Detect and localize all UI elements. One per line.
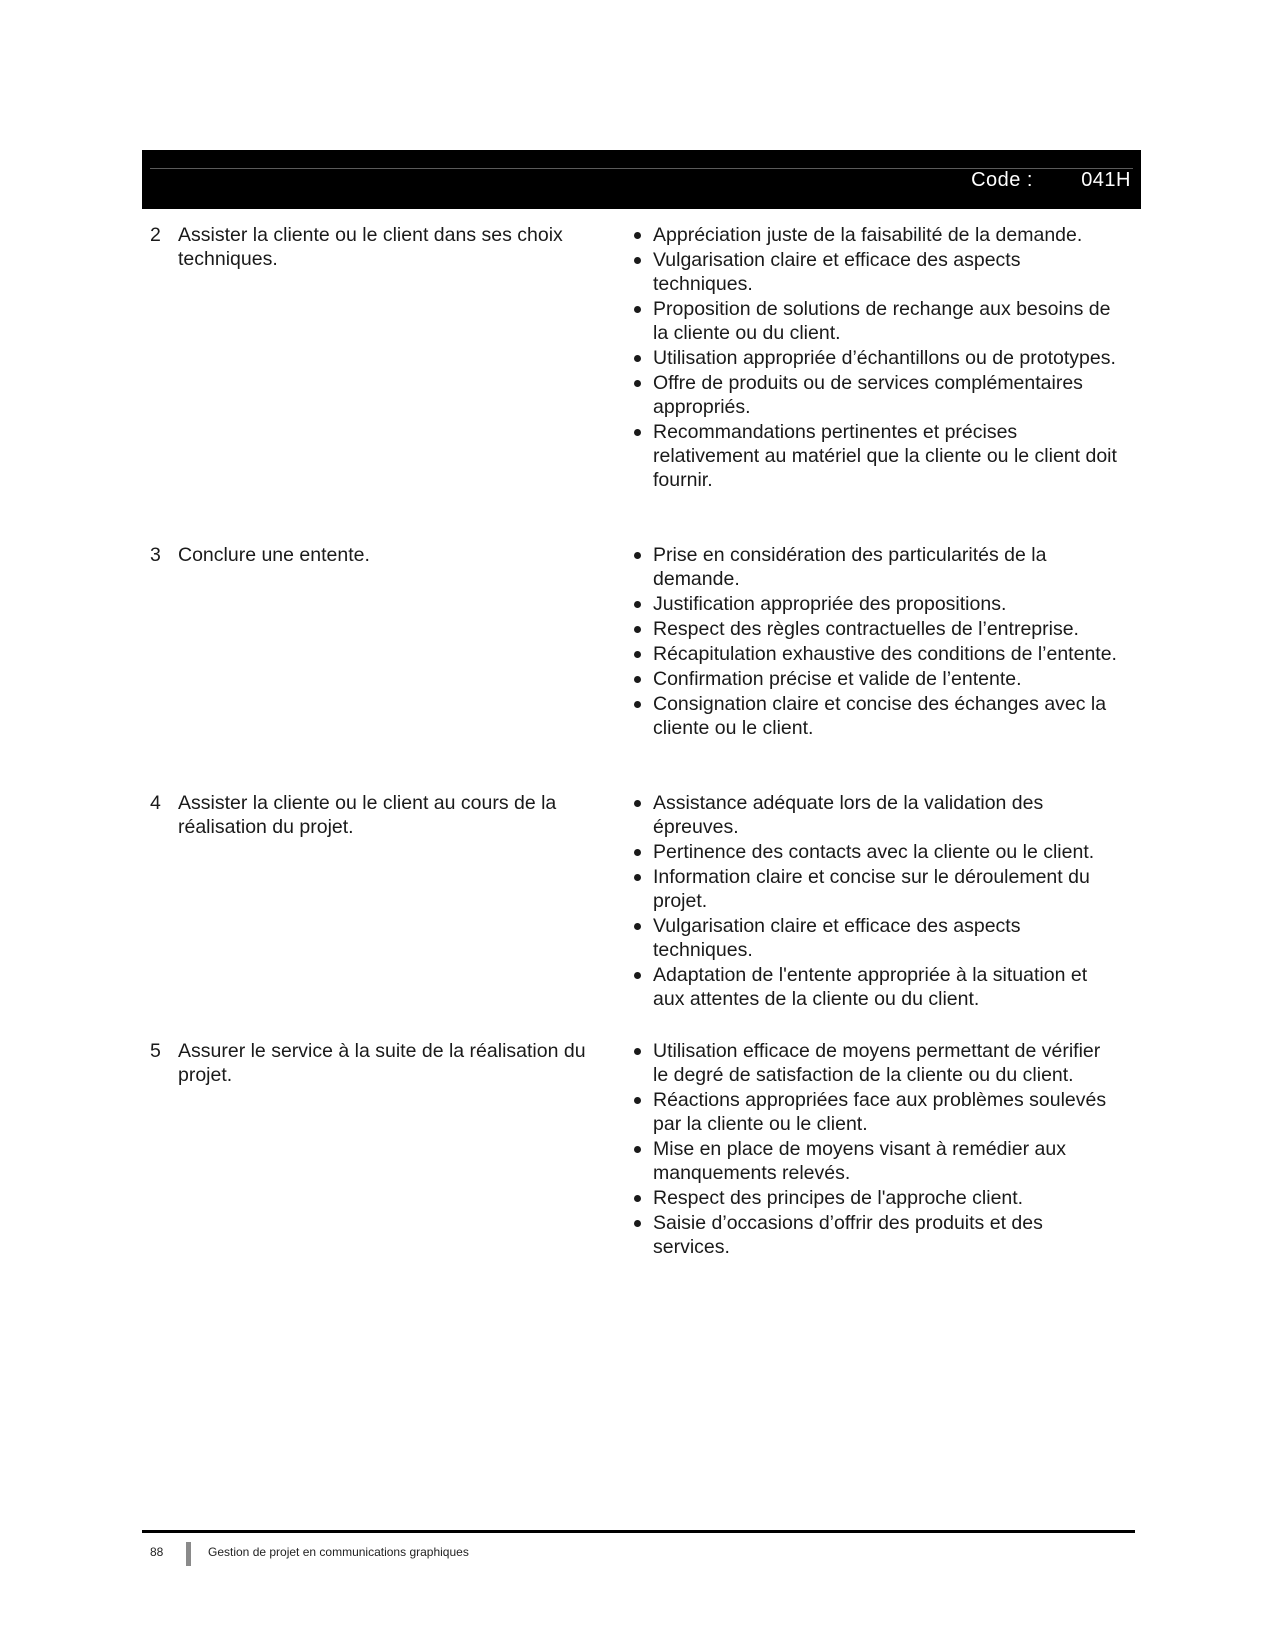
criterion-item: Prise en considération des particularités de la demande. — [629, 543, 1117, 591]
step-number: 5 — [150, 1040, 161, 1062]
footer-separator — [186, 1542, 191, 1566]
step-description — [142, 1039, 626, 1087]
header-bar — [142, 150, 1141, 209]
step-row — [142, 543, 1141, 791]
criterion-item: Vulgarisation claire et efficace des aspects techniques. — [629, 248, 1117, 296]
step-text: Assurer le service à la suite de la réalisation du projet. — [178, 1040, 586, 1086]
criterion-item: Vulgarisation claire et efficace des aspects techniques. — [629, 914, 1117, 962]
criterion-item: Justification appropriée des propositions. — [629, 592, 1117, 616]
criterion-item: Mise en place de moyens visant à remédier aux manquements relevés. — [629, 1137, 1117, 1185]
step-row — [142, 1039, 1141, 1260]
criterion-item: Recommandations pertinentes et précises relativement au matériel que la cliente ou le client doit fournir. — [629, 420, 1117, 492]
criterion-item: Information claire et concise sur le déroulement du projet. — [629, 865, 1117, 913]
performance-criteria — [629, 543, 1117, 741]
criterion-item: Appréciation juste de la faisabilité de la demande. — [629, 223, 1117, 247]
step-text: Assister la cliente ou le client dans ses choix techniques. — [178, 224, 563, 270]
performance-criteria — [629, 791, 1117, 1012]
criterion-item: Pertinence des contacts avec la cliente ou le client. — [629, 840, 1117, 864]
step-description — [142, 543, 626, 567]
performance-criteria — [629, 1039, 1117, 1260]
steps-table — [142, 223, 1141, 1260]
step-description — [142, 791, 626, 839]
step-description — [142, 223, 626, 271]
code-value: 041H — [1081, 169, 1131, 191]
step-row — [142, 791, 1141, 1039]
criterion-item: Confirmation précise et valide de l’entente. — [629, 667, 1117, 691]
step-number: 2 — [150, 224, 161, 246]
footer-rule — [142, 1530, 1135, 1533]
criterion-item: Respect des règles contractuelles de l’entreprise. — [629, 617, 1117, 641]
performance-criteria — [629, 223, 1117, 493]
criterion-item: Consignation claire et concise des échanges avec la cliente ou le client. — [629, 692, 1117, 740]
criterion-item: Assistance adéquate lors de la validation des épreuves. — [629, 791, 1117, 839]
criterion-item: Utilisation appropriée d’échantillons ou de prototypes. — [629, 346, 1117, 370]
step-text: Assister la cliente ou le client au cours de la réalisation du projet. — [178, 792, 557, 838]
criterion-item: Réactions appropriées face aux problèmes soulevés par la cliente ou le client. — [629, 1088, 1117, 1136]
criterion-item: Respect des principes de l'approche client. — [629, 1186, 1117, 1210]
step-row — [142, 223, 1141, 543]
step-text: Conclure une entente. — [178, 544, 370, 566]
step-number: 4 — [150, 792, 161, 814]
criterion-item: Proposition de solutions de rechange aux besoins de la cliente ou du client. — [629, 297, 1117, 345]
page-number: 88 — [150, 1545, 164, 1559]
criterion-item: Utilisation efficace de moyens permettant de vérifier le degré de satisfaction de la cliente ou du client. — [629, 1039, 1117, 1087]
criterion-item: Récapitulation exhaustive des conditions de l’entente. — [629, 642, 1117, 666]
criterion-item: Offre de produits ou de services complémentaires appropriés. — [629, 371, 1117, 419]
criterion-item: Adaptation de l'entente appropriée à la situation et aux attentes de la cliente ou du client. — [629, 963, 1117, 1011]
footer-title: Gestion de projet en communications graphiques — [208, 1545, 469, 1559]
code-label: Code : — [971, 169, 1033, 191]
step-number: 3 — [150, 544, 161, 566]
criterion-item: Saisie d’occasions d’offrir des produits et des services. — [629, 1211, 1117, 1259]
